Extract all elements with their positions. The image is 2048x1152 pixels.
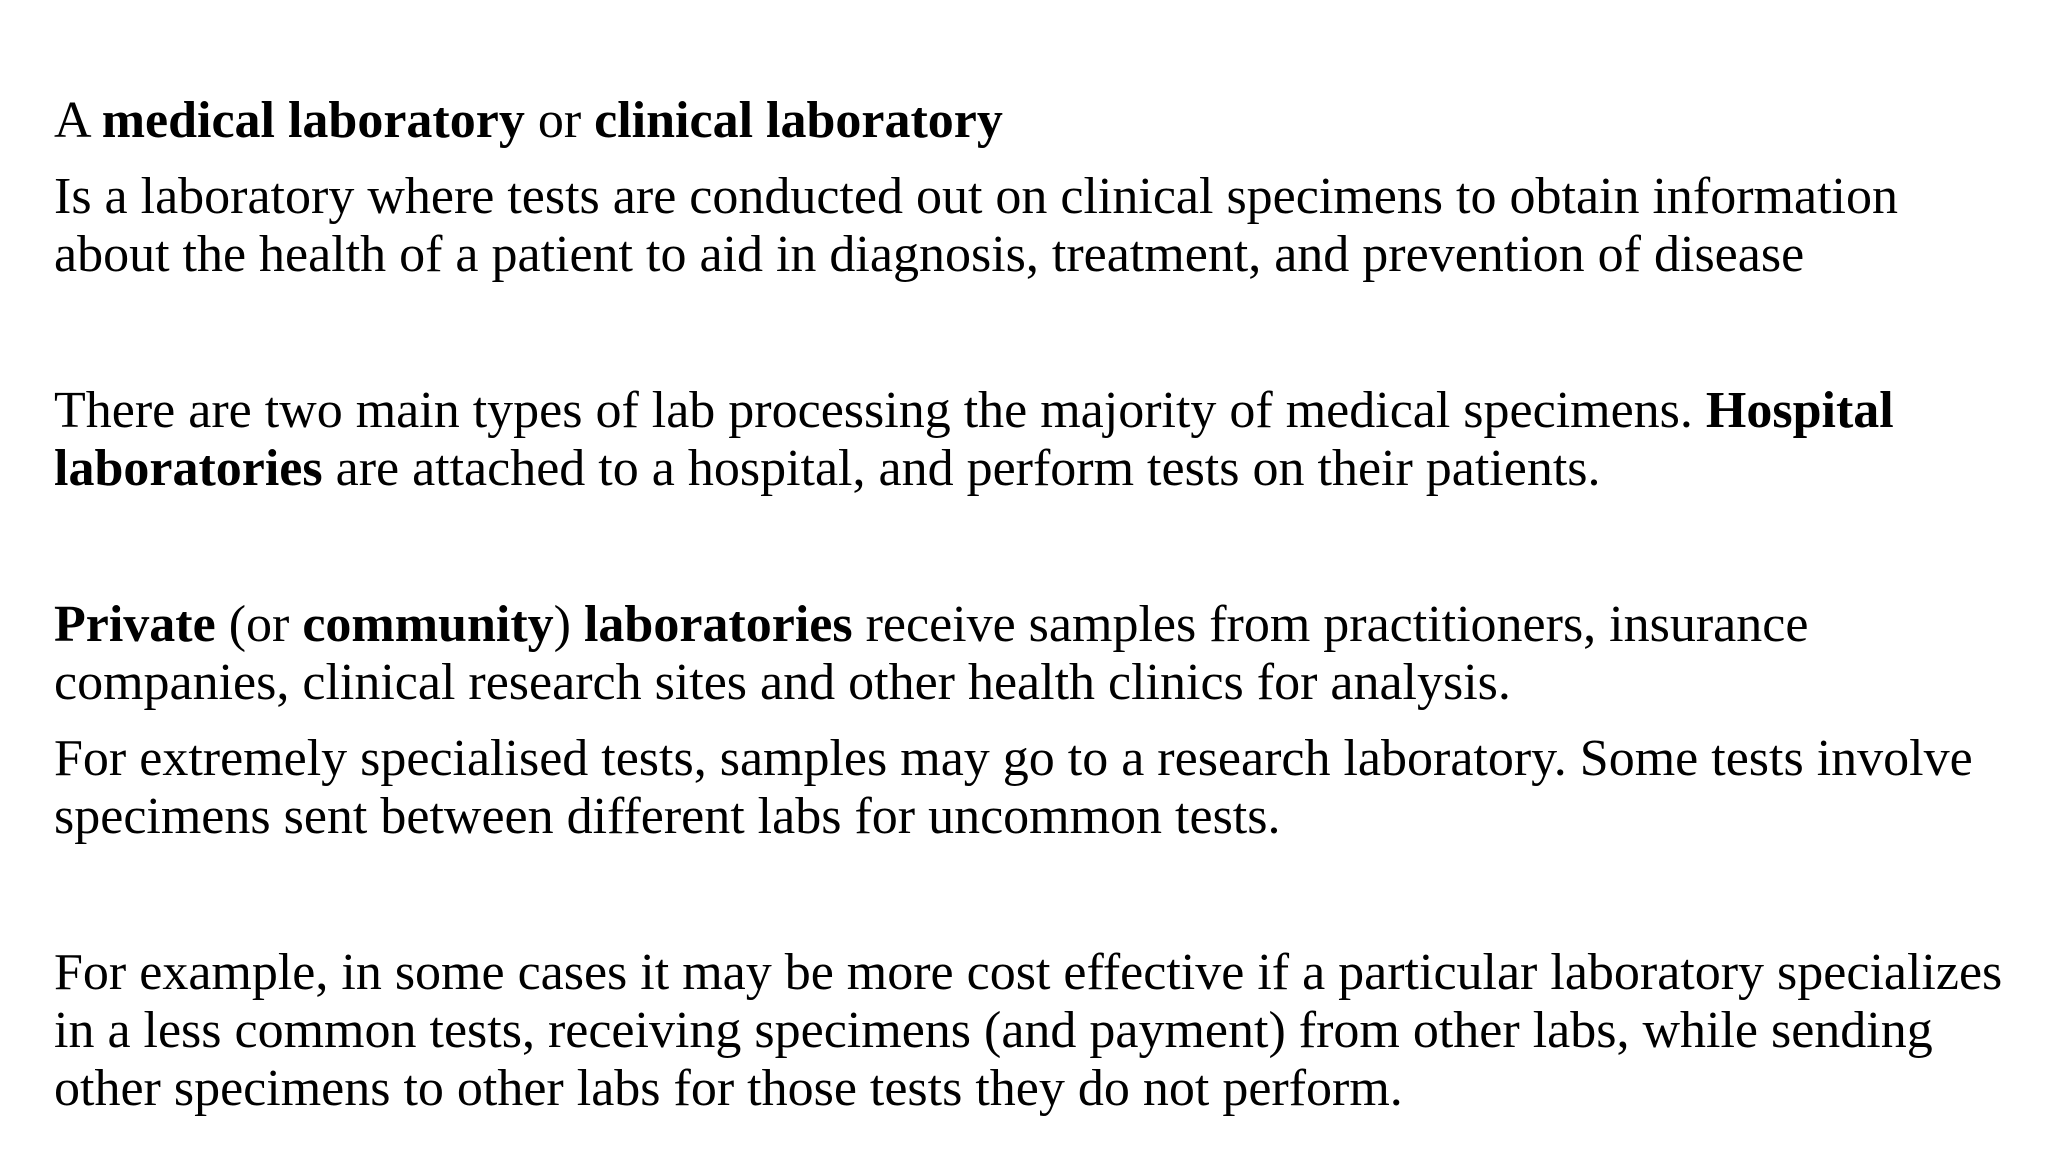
definition-paragraph: Is a laboratory where tests are conducted out on clinical specimens to obtain information about the health of a patient to aid in diagnosis, treatment, and prevention of disease	[54, 168, 1898, 283]
term-laboratories: laboratories	[583, 596, 853, 653]
example-paragraph: For example, in some cases it may be more cost effective if a particular laboratory specializes in a less common tests, receiving specimens (and payment) from other labs, while sending other specimens to other labs for those tests they do not perform.	[54, 944, 2003, 1117]
private-rest: receive samples from practitioners, insurance companies, clinical research sites and other health clinics for analysis.	[54, 596, 1809, 711]
private-close: )	[553, 596, 584, 653]
heading-line	[54, 92, 2014, 150]
heading-lead: A	[54, 92, 102, 149]
heading-joiner: or	[524, 92, 595, 149]
private-labs-paragraph	[54, 596, 2014, 712]
lab-types-paragraph	[54, 382, 2014, 498]
term-medical-laboratory: medical laboratory	[101, 92, 525, 149]
specialised-tests-paragraph: For extremely specialised tests, samples may go to a research laboratory. Some tests involve specimens sent between different labs for uncommon tests.	[54, 730, 1973, 845]
slide-content	[54, 92, 2014, 1118]
term-clinical-laboratory: clinical laboratory	[594, 92, 1003, 149]
lab-types-intro: There are two main types of lab processing the majority of medical specimens.	[54, 382, 1706, 439]
term-private: Private	[54, 596, 216, 653]
private-open: (or	[215, 596, 303, 653]
term-hospital-laboratories: Hospital laboratories	[54, 382, 1894, 497]
lab-types-rest: are attached to a hospital, and perform tests on their patients.	[322, 440, 1601, 497]
term-community: community	[302, 596, 554, 653]
